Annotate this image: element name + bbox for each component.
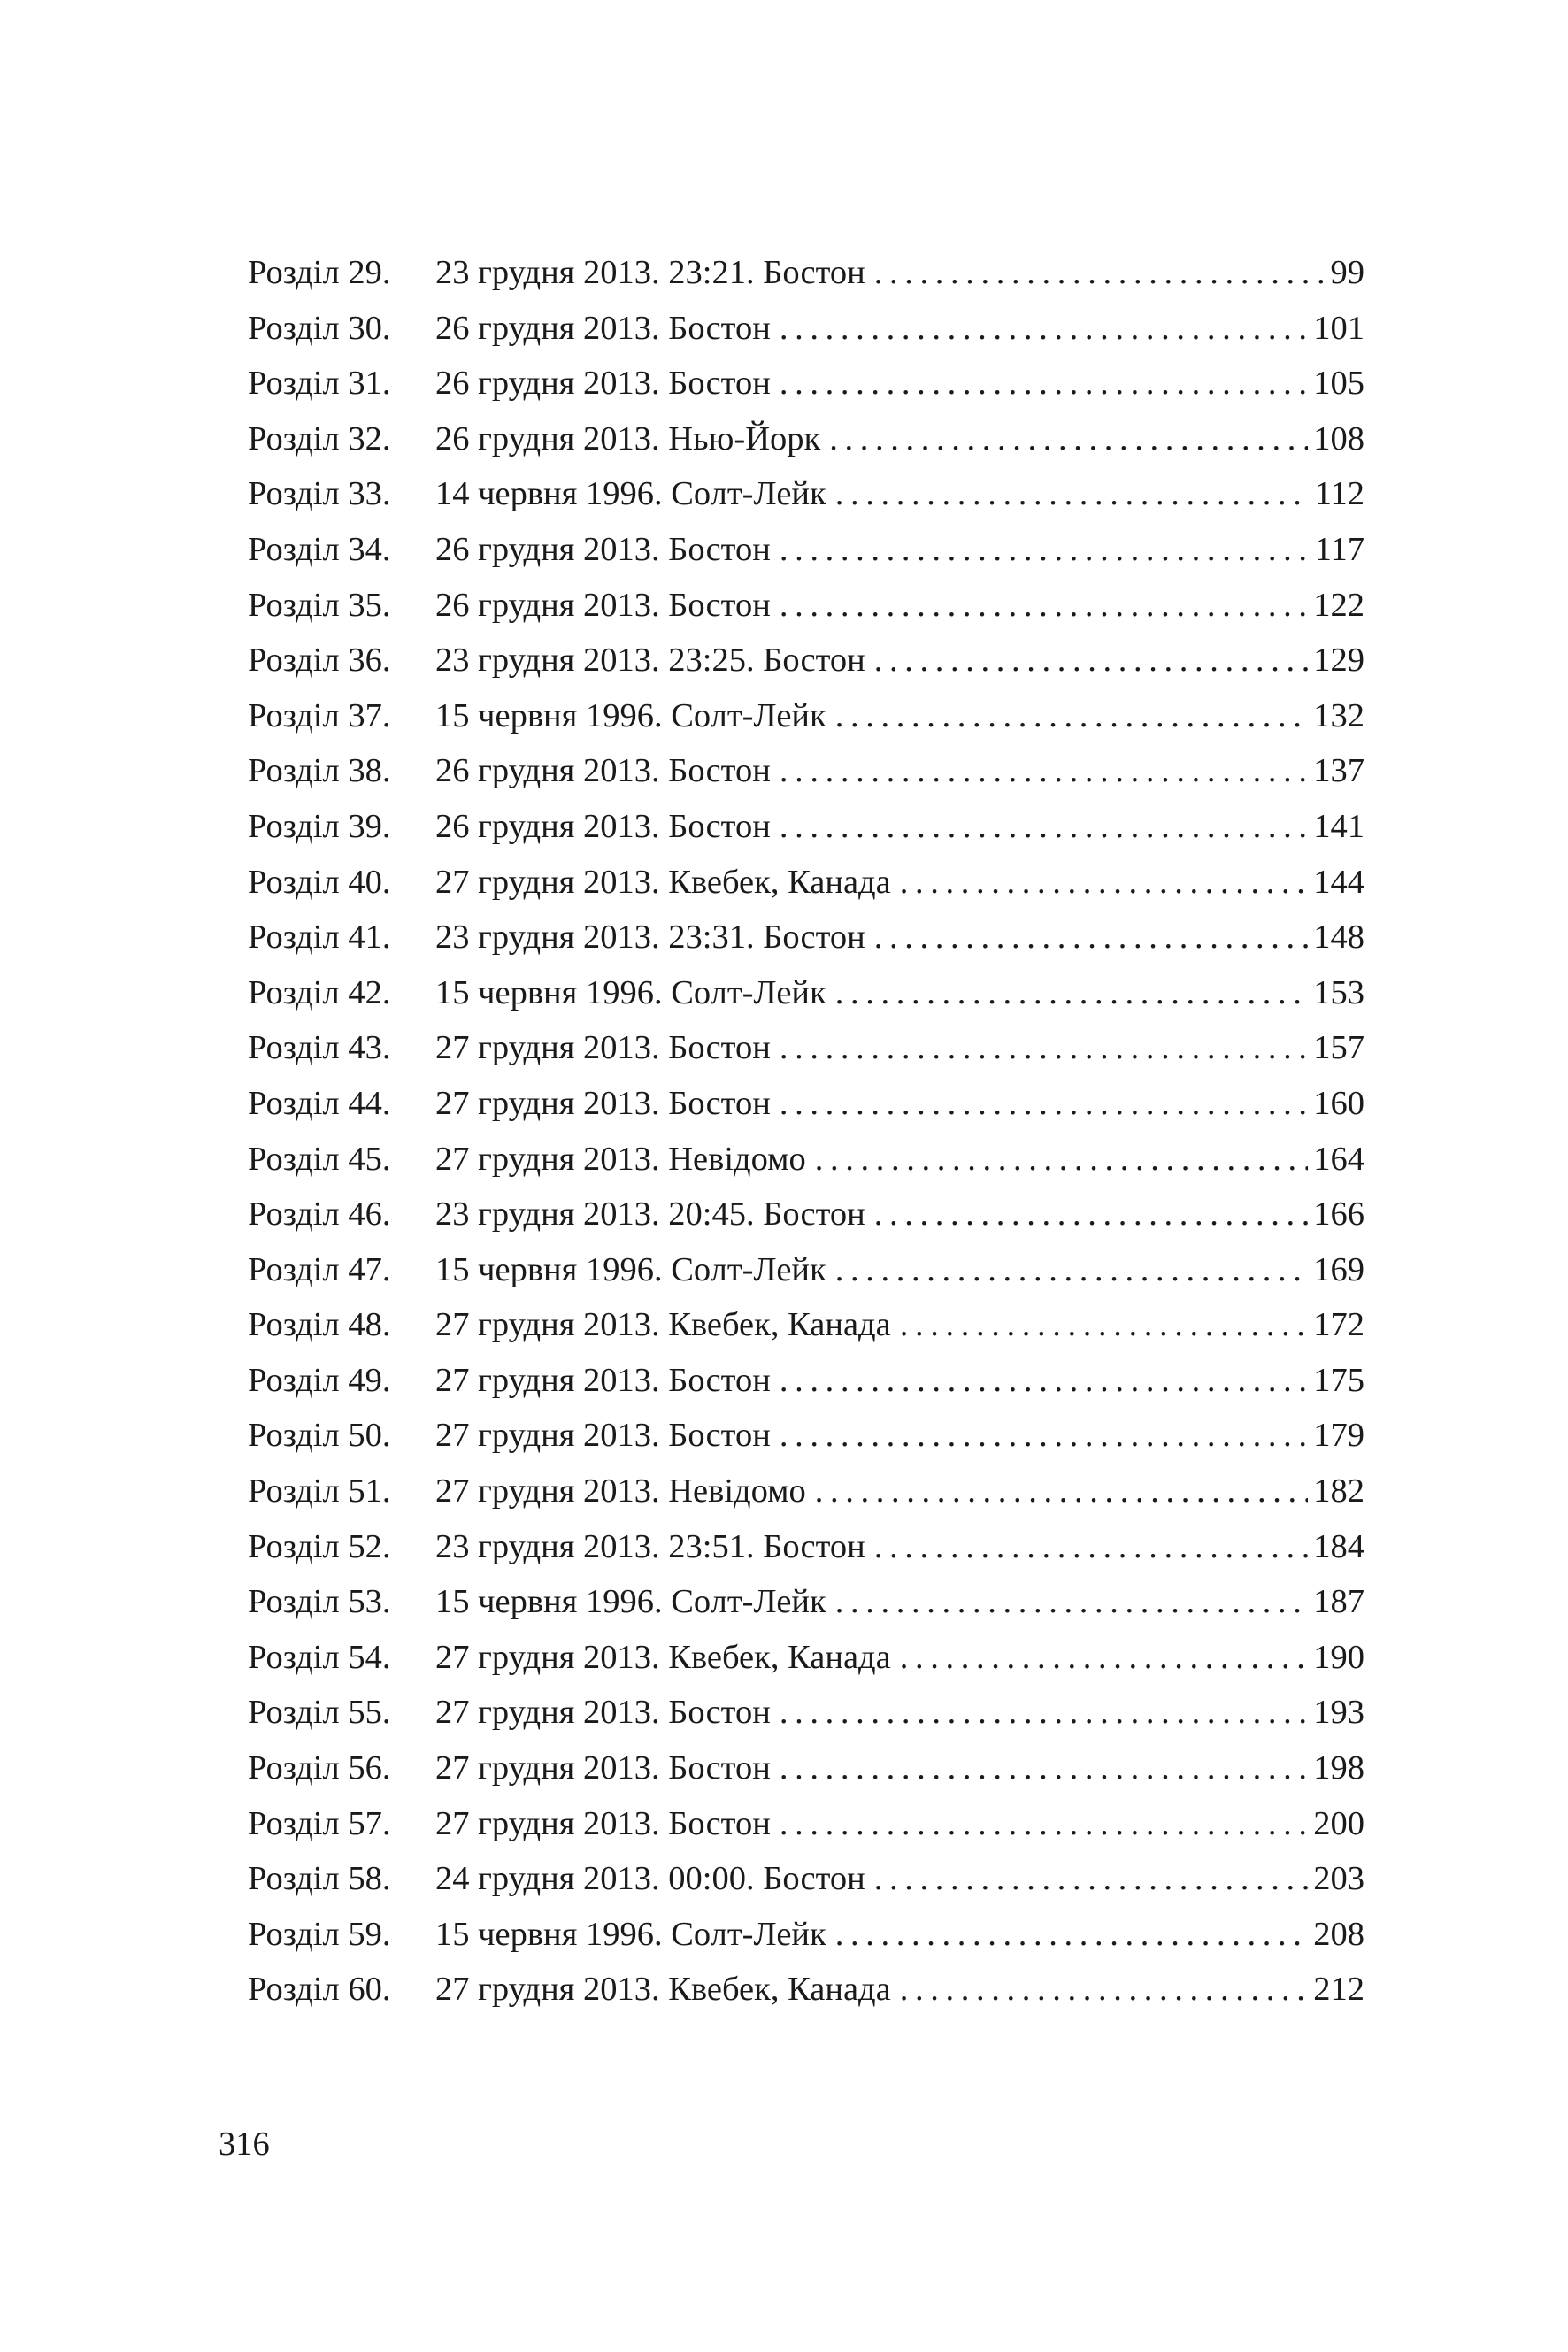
toc-entry-page: 132 bbox=[1313, 696, 1364, 734]
toc-entry-title: 27 грудня 2013. Бостон bbox=[435, 1029, 771, 1067]
toc-dot-leader bbox=[780, 807, 1308, 846]
toc-entry-page: 105 bbox=[1313, 365, 1364, 403]
toc-entry bbox=[248, 474, 1364, 530]
toc-entry-title: 27 грудня 2013. Бостон bbox=[435, 1749, 771, 1787]
toc-dot-leader bbox=[874, 641, 1308, 680]
toc-entry-label: Розділ 49. bbox=[248, 1361, 391, 1399]
toc-dot-leader bbox=[829, 419, 1308, 458]
toc-entry bbox=[248, 1970, 1364, 2025]
toc-entry-label: Розділ 30. bbox=[248, 309, 391, 347]
toc-entry bbox=[248, 807, 1364, 863]
toc-entry bbox=[248, 696, 1364, 752]
toc-dot-leader bbox=[900, 863, 1309, 902]
toc-dot-leader bbox=[780, 586, 1308, 625]
toc-entry-title: 23 грудня 2013. 23:21. Бостон bbox=[435, 254, 865, 291]
toc-entry-page: 108 bbox=[1313, 419, 1364, 457]
toc-entry-page: 148 bbox=[1313, 919, 1364, 957]
toc-entry-page: 169 bbox=[1313, 1250, 1364, 1288]
toc-entry-title: 15 червня 1996. Солт-Лейк bbox=[435, 696, 826, 734]
toc-entry-label: Розділ 53. bbox=[248, 1583, 391, 1621]
toc-entry-title: 27 грудня 2013. Квебек, Канада bbox=[435, 1971, 891, 2009]
toc-entry-page: 141 bbox=[1313, 807, 1364, 845]
toc-entry-page: 166 bbox=[1313, 1195, 1364, 1234]
toc-entry bbox=[248, 419, 1364, 475]
toc-dot-leader bbox=[900, 1970, 1309, 2009]
toc-entry bbox=[248, 1804, 1364, 1860]
toc-entry-title: 27 грудня 2013. Невідомо bbox=[435, 1472, 806, 1510]
toc-entry bbox=[248, 1084, 1364, 1140]
toc-entry-title: 23 грудня 2013. 23:25. Бостон bbox=[435, 642, 865, 680]
toc-entry-page: 101 bbox=[1313, 309, 1364, 347]
toc-entry-title: 26 грудня 2013. Бостон bbox=[435, 309, 771, 347]
toc-entry-title: 27 грудня 2013. Бостон bbox=[435, 1804, 771, 1842]
toc-entry-title: 26 грудня 2013. Нью-Йорк bbox=[435, 419, 821, 457]
toc-dot-leader bbox=[780, 1693, 1308, 1732]
toc-entry-page: 179 bbox=[1313, 1417, 1364, 1455]
toc-entry-page: 153 bbox=[1313, 973, 1364, 1011]
toc-entry-label: Розділ 50. bbox=[248, 1417, 391, 1455]
toc-entry-label: Розділ 40. bbox=[248, 863, 391, 901]
toc-entry-title: 27 грудня 2013. Невідомо bbox=[435, 1140, 806, 1178]
toc-entry-page: 122 bbox=[1313, 586, 1364, 624]
toc-entry-label: Розділ 34. bbox=[248, 530, 391, 568]
toc-entry bbox=[248, 1638, 1364, 1694]
toc-entry-label: Розділ 56. bbox=[248, 1749, 391, 1787]
toc-entry bbox=[248, 1693, 1364, 1749]
toc-entry bbox=[248, 863, 1364, 919]
toc-entry-page: 193 bbox=[1313, 1694, 1364, 1732]
toc-entry-page: 198 bbox=[1313, 1749, 1364, 1787]
toc-entry bbox=[248, 1915, 1364, 1971]
toc-entry-title: 26 грудня 2013. Бостон bbox=[435, 365, 771, 403]
toc-dot-leader bbox=[815, 1140, 1309, 1179]
toc-entry-title: 27 грудня 2013. Квебек, Канада bbox=[435, 863, 891, 901]
toc-entry bbox=[248, 530, 1364, 586]
toc-dot-leader bbox=[780, 1028, 1308, 1067]
toc-entry-label: Розділ 57. bbox=[248, 1804, 391, 1842]
toc-entry-label: Розділ 36. bbox=[248, 642, 391, 680]
toc-entry-page: 160 bbox=[1313, 1084, 1364, 1122]
toc-entry-page: 99 bbox=[1330, 254, 1364, 291]
toc-entry-label: Розділ 29. bbox=[248, 254, 391, 291]
toc-dot-leader bbox=[780, 364, 1308, 403]
toc-entry-label: Розділ 35. bbox=[248, 586, 391, 624]
toc-entry bbox=[248, 309, 1364, 365]
toc-dot-leader bbox=[815, 1472, 1309, 1510]
toc-entry-page: 164 bbox=[1313, 1140, 1364, 1178]
toc-entry-title: 26 грудня 2013. Бостон bbox=[435, 530, 771, 568]
toc-entry-label: Розділ 52. bbox=[248, 1527, 391, 1565]
toc-entry bbox=[248, 1527, 1364, 1583]
toc-entry-title: 15 червня 1996. Солт-Лейк bbox=[435, 973, 826, 1011]
toc-dot-leader bbox=[835, 1582, 1309, 1621]
toc-entry bbox=[248, 1859, 1364, 1915]
toc-entry-title: 15 червня 1996. Солт-Лейк bbox=[435, 1583, 826, 1621]
toc-entry-label: Розділ 55. bbox=[248, 1694, 391, 1732]
toc-entry-label: Розділ 46. bbox=[248, 1195, 391, 1234]
table-of-contents bbox=[248, 253, 1364, 2025]
toc-entry bbox=[248, 1416, 1364, 1472]
toc-entry-title: 23 грудня 2013. 23:31. Бостон bbox=[435, 919, 865, 957]
toc-entry-page: 172 bbox=[1313, 1306, 1364, 1344]
toc-entry-title: 15 червня 1996. Солт-Лейк bbox=[435, 1250, 826, 1288]
toc-entry-label: Розділ 54. bbox=[248, 1638, 391, 1676]
toc-dot-leader bbox=[835, 696, 1309, 735]
toc-entry-page: 112 bbox=[1314, 475, 1364, 513]
toc-entry bbox=[248, 641, 1364, 696]
toc-dot-leader bbox=[835, 1250, 1309, 1289]
toc-dot-leader bbox=[780, 1084, 1308, 1123]
toc-entry-page: 200 bbox=[1313, 1804, 1364, 1842]
toc-dot-leader bbox=[835, 474, 1310, 513]
toc-entry-title: 27 грудня 2013. Бостон bbox=[435, 1417, 771, 1455]
toc-entry-title: 26 грудня 2013. Бостон bbox=[435, 752, 771, 790]
toc-entry-page: 212 bbox=[1313, 1971, 1364, 2009]
toc-entry-label: Розділ 44. bbox=[248, 1084, 391, 1122]
toc-entry-page: 208 bbox=[1313, 1915, 1364, 1953]
toc-entry-label: Розділ 51. bbox=[248, 1472, 391, 1510]
toc-entry-page: 137 bbox=[1313, 752, 1364, 790]
toc-entry-title: 23 грудня 2013. 23:51. Бостон bbox=[435, 1527, 865, 1565]
toc-entry-label: Розділ 37. bbox=[248, 696, 391, 734]
toc-entry bbox=[248, 1582, 1364, 1638]
toc-entry-label: Розділ 58. bbox=[248, 1860, 391, 1898]
toc-dot-leader bbox=[874, 1859, 1308, 1898]
toc-entry-title: 26 грудня 2013. Бостон bbox=[435, 586, 771, 624]
toc-entry-page: 182 bbox=[1313, 1472, 1364, 1510]
toc-entry bbox=[248, 364, 1364, 419]
page-number: 316 bbox=[219, 2125, 270, 2163]
toc-entry bbox=[248, 1195, 1364, 1250]
toc-entry-label: Розділ 39. bbox=[248, 807, 391, 845]
toc-dot-leader bbox=[780, 530, 1310, 569]
toc-entry-page: 117 bbox=[1314, 530, 1364, 568]
toc-entry-page: 144 bbox=[1313, 863, 1364, 901]
toc-entry-title: 27 грудня 2013. Бостон bbox=[435, 1694, 771, 1732]
toc-entry-label: Розділ 42. bbox=[248, 973, 391, 1011]
toc-entry bbox=[248, 1749, 1364, 1804]
toc-entry bbox=[248, 253, 1364, 309]
toc-dot-leader bbox=[780, 1804, 1308, 1843]
toc-entry-title: 27 грудня 2013. Квебек, Канада bbox=[435, 1306, 891, 1344]
toc-entry-page: 187 bbox=[1313, 1583, 1364, 1621]
toc-entry-title: 24 грудня 2013. 00:00. Бостон bbox=[435, 1860, 865, 1898]
toc-entry-page: 184 bbox=[1313, 1527, 1364, 1565]
toc-entry-title: 27 грудня 2013. Бостон bbox=[435, 1084, 771, 1122]
toc-entry-title: 27 грудня 2013. Квебек, Канада bbox=[435, 1638, 891, 1676]
toc-entry bbox=[248, 1140, 1364, 1195]
toc-entry-label: Розділ 41. bbox=[248, 919, 391, 957]
toc-entry-label: Розділ 48. bbox=[248, 1306, 391, 1344]
toc-entry bbox=[248, 751, 1364, 807]
toc-entry-label: Розділ 33. bbox=[248, 475, 391, 513]
toc-entry-page: 157 bbox=[1313, 1029, 1364, 1067]
toc-entry-label: Розділ 59. bbox=[248, 1915, 391, 1953]
toc-dot-leader bbox=[835, 1915, 1309, 1954]
toc-entry bbox=[248, 1250, 1364, 1306]
toc-dot-leader bbox=[780, 1749, 1308, 1787]
toc-entry-label: Розділ 32. bbox=[248, 419, 391, 457]
toc-entry bbox=[248, 1361, 1364, 1417]
toc-entry bbox=[248, 918, 1364, 973]
toc-entry bbox=[248, 1472, 1364, 1527]
toc-dot-leader bbox=[874, 918, 1308, 957]
toc-dot-leader bbox=[874, 1527, 1308, 1566]
toc-dot-leader bbox=[780, 1361, 1308, 1400]
toc-dot-leader bbox=[780, 1416, 1308, 1455]
toc-dot-leader bbox=[780, 751, 1308, 790]
toc-entry-label: Розділ 47. bbox=[248, 1250, 391, 1288]
toc-entry-label: Розділ 45. bbox=[248, 1140, 391, 1178]
toc-dot-leader bbox=[780, 309, 1308, 348]
toc-dot-leader bbox=[874, 1195, 1308, 1234]
toc-entry-title: 27 грудня 2013. Бостон bbox=[435, 1361, 771, 1399]
toc-entry-title: 15 червня 1996. Солт-Лейк bbox=[435, 1915, 826, 1953]
toc-entry-page: 175 bbox=[1313, 1361, 1364, 1399]
toc-entry-page: 203 bbox=[1313, 1860, 1364, 1898]
toc-dot-leader bbox=[900, 1305, 1309, 1344]
toc-entry-page: 129 bbox=[1313, 642, 1364, 680]
toc-entry-page: 190 bbox=[1313, 1638, 1364, 1676]
toc-entry bbox=[248, 586, 1364, 642]
toc-entry-label: Розділ 38. bbox=[248, 752, 391, 790]
toc-entry-title: 23 грудня 2013. 20:45. Бостон bbox=[435, 1195, 865, 1234]
toc-dot-leader bbox=[874, 253, 1326, 292]
toc-dot-leader bbox=[835, 973, 1309, 1012]
toc-entry-title: 14 червня 1996. Солт-Лейк bbox=[435, 475, 826, 513]
toc-entry-title: 26 грудня 2013. Бостон bbox=[435, 807, 771, 845]
toc-entry bbox=[248, 973, 1364, 1029]
toc-entry bbox=[248, 1028, 1364, 1084]
toc-entry-label: Розділ 31. bbox=[248, 365, 391, 403]
toc-dot-leader bbox=[900, 1638, 1309, 1677]
toc-entry-label: Розділ 60. bbox=[248, 1971, 391, 2009]
toc-entry-label: Розділ 43. bbox=[248, 1029, 391, 1067]
toc-entry bbox=[248, 1305, 1364, 1361]
